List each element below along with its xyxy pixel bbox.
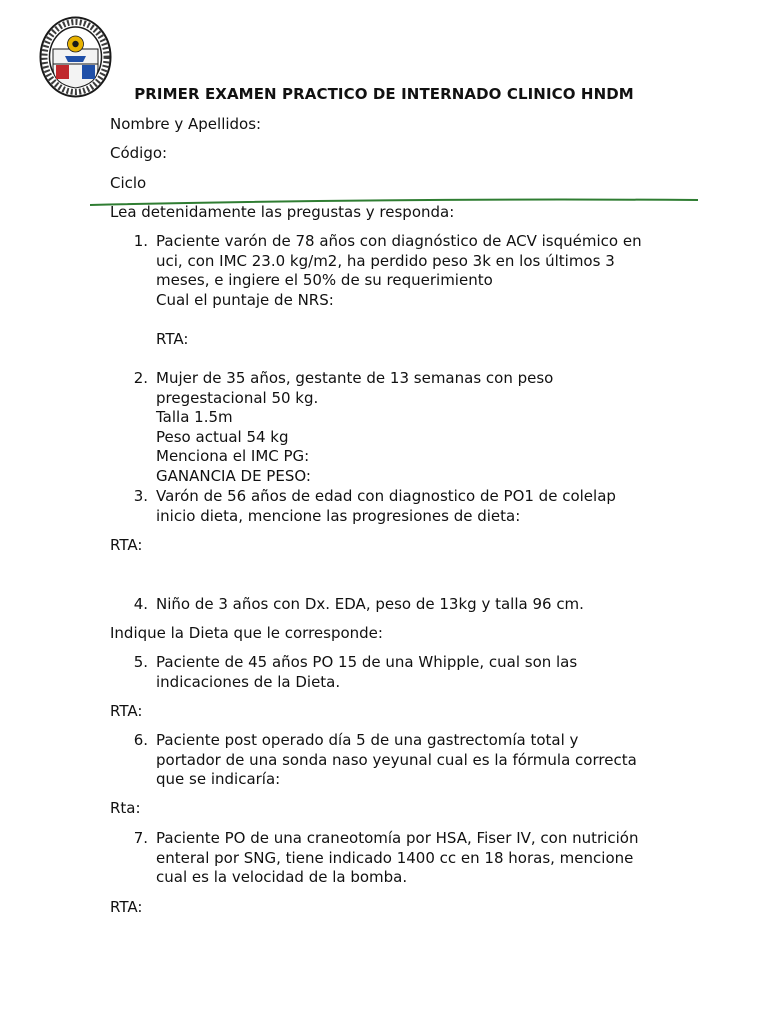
answer-label: RTA: xyxy=(110,898,143,916)
question-text: Paciente varón de 78 años con diagnóstico de ACV isquémico en uci, con IMC 23.0 kg/m2, ha perdido peso 3k en los últimos 3 meses, e ingiere el 50% de su requerimiento Cual el puntaje de NRS: xyxy=(156,232,642,309)
question-followup: Indique la Dieta que le corresponde: xyxy=(110,624,383,642)
question-text: Paciente de 45 años PO 15 de una Whipple, cual son las indicaciones de la Dieta. xyxy=(156,653,578,691)
question-number: 4. xyxy=(133,595,148,613)
question-number: 7. xyxy=(133,829,148,847)
question-number: 5. xyxy=(133,653,148,671)
question-number: 2. xyxy=(133,369,148,387)
question-number: 3. xyxy=(133,487,148,505)
question-text: Mujer de 35 años, gestante de 13 semanas con peso pregestacional 50 kg. Talla 1.5m Peso actual 54 kg Menciona el IMC PG: GANANCIA DE PESO: xyxy=(156,369,554,485)
answer-label: RTA: xyxy=(110,536,143,554)
exam-title: PRIMER EXAMEN PRACTICO DE INTERNADO CLINICO HNDM xyxy=(134,85,634,103)
question-number: 1. xyxy=(133,232,148,250)
question-text: Varón de 56 años de edad con diagnostico de PO1 de colelap inicio dieta, mencione las progresiones de dieta: xyxy=(156,487,616,525)
cycle-field-label: Ciclo xyxy=(110,174,147,192)
answer-label: RTA: xyxy=(110,702,143,720)
answer-label: Rta: xyxy=(110,799,141,817)
code-field-label: Código: xyxy=(110,144,168,162)
question-text: Paciente post operado día 5 de una gastrectomía total y portador de una sonda naso yeyunal cual es la fórmula correcta que se indicaría: xyxy=(156,731,637,789)
name-field-label: Nombre y Apellidos: xyxy=(110,115,262,133)
question-text: Niño de 3 años con Dx. EDA, peso de 13kg y talla 96 cm. xyxy=(156,595,584,613)
instruction-text: Lea detenidamente las pregustas y responda: xyxy=(110,203,455,221)
question-text: Paciente PO de una craneotomía por HSA, Fiser IV, con nutrición enteral por SNG, tiene indicado 1400 cc en 18 horas, mencione cual es la velocidad de la bomba. xyxy=(156,829,639,887)
answer-label: RTA: xyxy=(156,330,189,348)
question-number: 6. xyxy=(133,731,148,749)
